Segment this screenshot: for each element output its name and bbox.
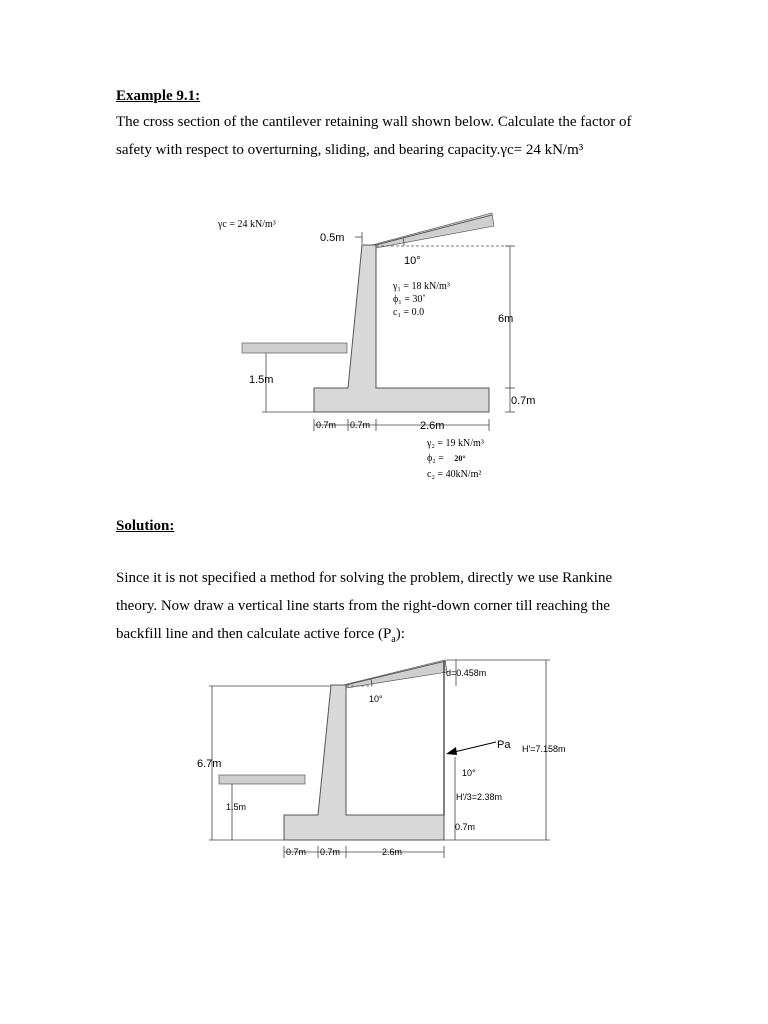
fig1-slope-angle: 10° (404, 255, 421, 267)
solution-line-3-suffix: ): (395, 626, 405, 642)
example-heading: Example 9.1: (116, 88, 201, 104)
pa-symbol: P (382, 626, 392, 642)
solution-line-1: Since it is not specified a method for solving the problem, directly we use Rankine (116, 570, 613, 586)
fig1-gamma1: γ₁ = 18 kN/m³ (393, 281, 450, 292)
fig1-toe-width: 0.7m (316, 420, 337, 430)
fig2-front-depth: 1.5m (226, 802, 247, 812)
fig1-stem-width: 0.7m (350, 420, 371, 430)
problem-line-1: The cross section of the cantilever retaining wall shown below. Calculate the factor of (116, 114, 632, 130)
fig1-phi1: ϕ₁ = 30˚ (393, 294, 426, 305)
fig2-hprime: H'=7.158m (522, 744, 566, 754)
problem-line-2: safety with respect to overturning, sliding, and bearing capacity. (116, 142, 501, 158)
fig2-pa-angle: 10° (462, 768, 476, 778)
fig1-top-width: 0.5m (320, 232, 345, 244)
fig1-c1: c₁ = 0.0 (393, 307, 425, 318)
fig2-wall-section (284, 685, 444, 840)
fig2-front-soil (219, 775, 305, 784)
fig2-d: d=0.458m (446, 668, 487, 678)
fig1-gamma2: γ₂ = 19 kN/m³ (427, 438, 484, 449)
fig2-base-thickness: 0.7m (455, 822, 476, 832)
fig1-height: 6m (498, 313, 514, 325)
fig2-pa-arrowhead (446, 747, 457, 755)
fig2-slope-angle: 10° (369, 694, 383, 704)
fig2-pa-arrow (450, 742, 496, 753)
fig1-phi2-prefix: ϕ₂ = (427, 453, 447, 464)
solution-line-3-prefix: backfill line and then calculate active force ( (116, 626, 383, 642)
fig2-pa: Pa (497, 739, 511, 751)
pa-subscript: a (391, 634, 396, 645)
fig1-heel-width: 2.6m (420, 420, 445, 432)
fig2-toe-width: 0.7m (286, 847, 307, 857)
fig2-hthird: H'/3=2.38m (456, 792, 502, 802)
fig1-front-depth: 1.5m (249, 374, 274, 386)
fig1-gamma-c: γc = 24 kN/m³ (218, 219, 276, 230)
fig2-stem-width: 0.7m (320, 847, 341, 857)
fig2-heel-width: 2.6m (382, 847, 403, 857)
fig1-base-thickness: 0.7m (511, 395, 536, 407)
solution-heading: Solution: (116, 518, 175, 534)
fig2-total-height: 6.7m (197, 758, 222, 770)
fig1-c2: c₂ = 40kN/m² (427, 469, 482, 480)
gamma-c-inline: γc= 24 kN/m³ (500, 142, 584, 158)
fig1-phi2-value: 20° (454, 454, 466, 463)
solution-line-2: theory. Now draw a vertical line starts from the right-down corner till reaching the (116, 598, 610, 614)
